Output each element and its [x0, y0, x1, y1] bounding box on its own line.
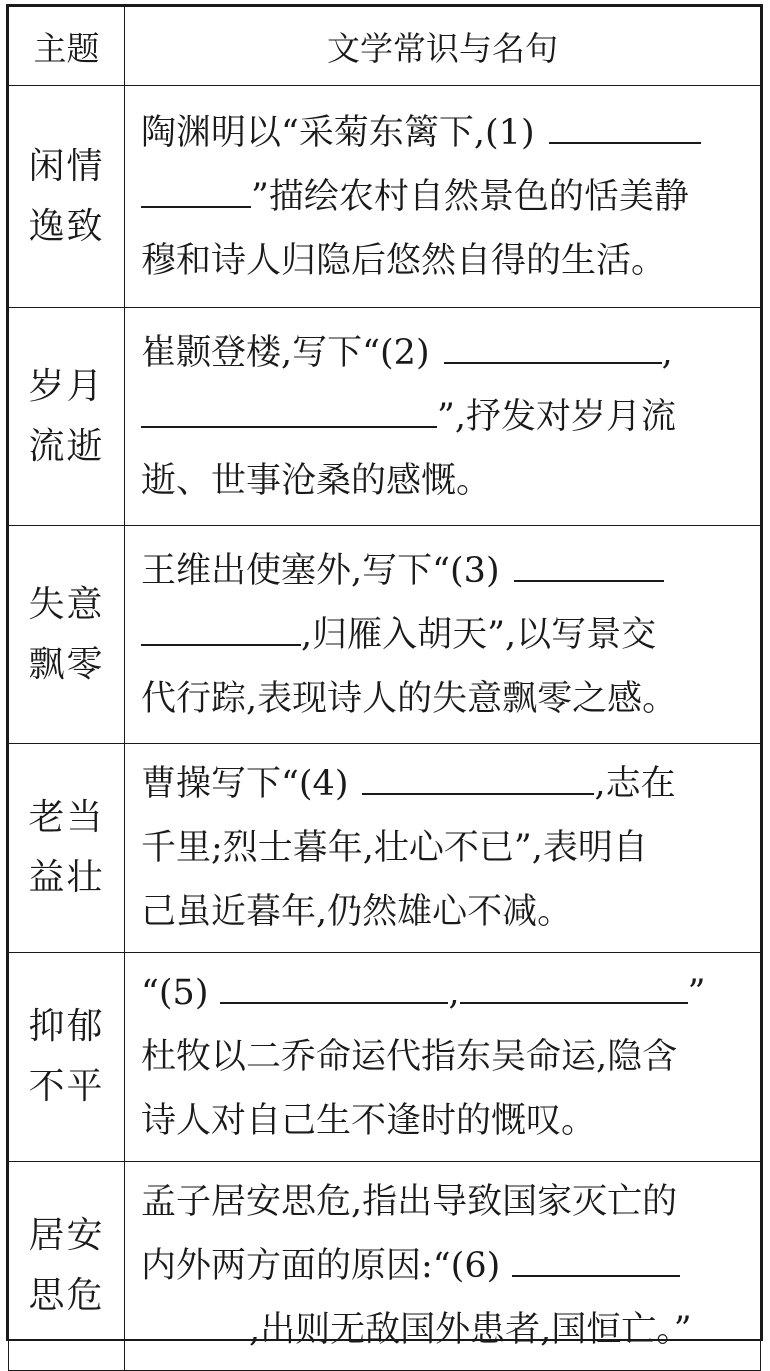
content-line	[141, 1025, 748, 1089]
theme-line: 飘零	[28, 643, 105, 685]
text: 逝、世事沧桑的感慨。	[141, 460, 492, 501]
content-line	[141, 1298, 748, 1362]
poetry-fill-in-table	[6, 4, 763, 1350]
content-cell	[125, 1162, 761, 1371]
content-line	[141, 816, 748, 880]
table-row	[9, 86, 761, 308]
theme-line: 岁月	[28, 365, 105, 407]
table	[8, 6, 761, 1371]
text: ,	[661, 332, 673, 373]
table-row	[9, 953, 761, 1162]
content-line	[141, 1234, 748, 1298]
content-line	[141, 229, 748, 293]
theme-cell	[9, 308, 125, 526]
content-line	[141, 880, 748, 944]
text: ,	[448, 973, 460, 1013]
answer-blank-4[interactable]	[362, 759, 594, 795]
theme-cell	[9, 953, 125, 1162]
text: 穆和诗人归隐后悠然自得的生活。	[141, 240, 667, 281]
content-line	[141, 449, 748, 513]
text: 曹操写下“(4)	[141, 764, 349, 804]
answer-blank-3-continued[interactable]	[141, 610, 301, 646]
table-row	[9, 1162, 761, 1371]
theme-cell	[9, 86, 125, 308]
table-row	[9, 308, 761, 526]
table-row	[9, 744, 761, 953]
answer-blank-2a[interactable]	[444, 328, 662, 364]
content-line	[141, 1170, 748, 1234]
answer-blank-3[interactable]	[514, 546, 664, 582]
header-row	[9, 7, 761, 86]
text: ,志在	[594, 764, 676, 804]
answer-blank-1-continued[interactable]	[141, 172, 251, 208]
text: ”	[687, 973, 706, 1013]
table-row	[9, 526, 761, 744]
text: 内外两方面的原因:“(6)	[141, 1246, 501, 1286]
content-line	[141, 165, 748, 229]
theme-cell	[9, 744, 125, 953]
theme-line: 逸致	[28, 205, 105, 247]
text: ”描绘农村自然景色的恬美静	[251, 176, 689, 217]
text: 千里;烈士暮年,壮心不已”,表明自	[141, 828, 648, 868]
answer-blank-6[interactable]	[512, 1241, 680, 1277]
content-line	[141, 539, 748, 603]
answer-blank-2b[interactable]	[141, 392, 437, 428]
text: 陶渊明以“采菊东篱下,(1)	[141, 112, 535, 153]
content-line	[141, 321, 748, 385]
text: 诗人对自己生不逢时的慨叹。	[141, 1101, 597, 1141]
header-theme: 主题	[9, 7, 125, 86]
theme-line: 居安	[28, 1215, 105, 1256]
text: 代行踪,表现诗人的失意飘零之感。	[141, 678, 678, 719]
theme-line: 老当	[28, 797, 105, 838]
theme-cell	[9, 526, 125, 744]
theme-line: 不平	[28, 1066, 105, 1107]
theme-line: 思危	[28, 1275, 105, 1316]
text: 王维出使塞外,写下“(3)	[141, 550, 500, 591]
content-cell	[125, 86, 761, 308]
theme-line: 流逝	[28, 425, 105, 467]
theme-line: 闲情	[28, 145, 105, 187]
text: 孟子居安思危,指出导致国家灭亡的	[141, 1182, 678, 1222]
text: 杜牧以二乔命运代指东吴命运,隐含	[141, 1037, 678, 1077]
answer-blank-5a[interactable]	[220, 968, 448, 1004]
answer-blank-6-continued[interactable]	[141, 1305, 249, 1341]
content-cell	[125, 953, 761, 1162]
content-cell	[125, 526, 761, 744]
text: ”,抒发对岁月流	[437, 396, 677, 437]
header-content: 文学常识与名句	[125, 7, 761, 86]
answer-blank-5b[interactable]	[460, 968, 688, 1004]
theme-cell	[9, 1162, 125, 1371]
content-line	[141, 752, 748, 816]
text: 崔颢登楼,写下“(2)	[141, 332, 430, 373]
text: “(5)	[141, 973, 209, 1013]
content-line	[141, 1089, 748, 1153]
answer-blank-1[interactable]	[549, 108, 701, 144]
text: ,出则无敌国外患者,国恒亡。”	[249, 1310, 692, 1350]
text: ,归雁入胡天”,以写景交	[301, 614, 657, 655]
content-line	[141, 101, 748, 165]
content-cell	[125, 308, 761, 526]
theme-line: 失意	[28, 583, 105, 625]
content-line	[141, 385, 748, 449]
content-line	[141, 961, 748, 1025]
theme-line: 抑郁	[28, 1006, 105, 1047]
content-line	[141, 603, 748, 667]
theme-line: 益壮	[28, 857, 105, 898]
content-line	[141, 667, 748, 731]
text: 己虽近暮年,仍然雄心不减。	[141, 892, 573, 932]
content-cell	[125, 744, 761, 953]
